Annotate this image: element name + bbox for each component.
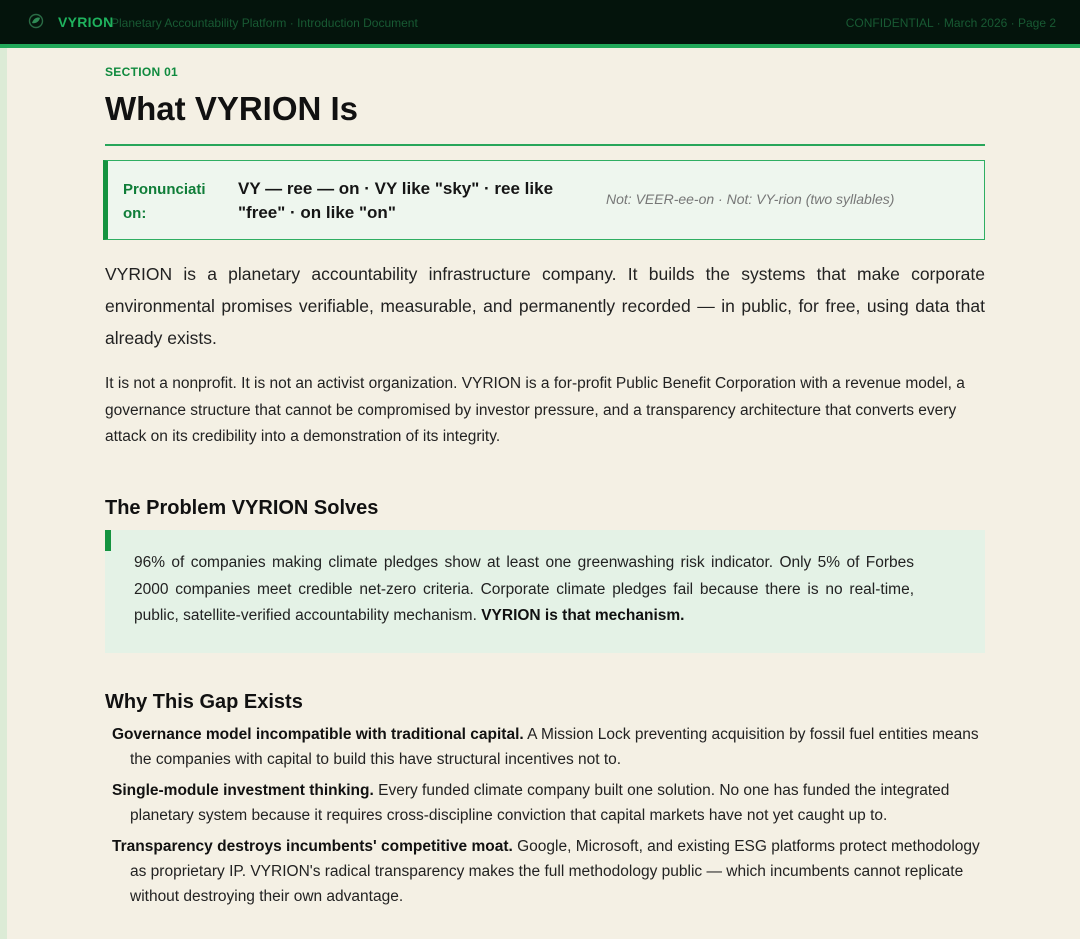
gap-item-text: Google, Microsoft, and existing ESG platforms protect methodology as proprietary IP. VYRION's radical transparency makes the full methodology public — which incumbents cannot replicate without destroying their own advantage.	[130, 838, 980, 905]
header-confidential: CONFIDENTIAL · March 2026 · Page 2	[845, 16, 1056, 30]
callout-marker	[105, 530, 111, 551]
pronunciation-note: Not: VEER-ee-on · Not: VY-rion (two syllables)	[606, 191, 895, 207]
gap-item-lead: Transparency destroys incumbents' competitive moat.	[112, 838, 513, 855]
problem-text	[134, 550, 914, 630]
list-item	[112, 722, 982, 772]
gap-list	[112, 722, 982, 915]
list-item	[112, 778, 982, 828]
gap-item-lead: Single-module investment thinking.	[112, 782, 374, 799]
gap-heading: Why This Gap Exists	[105, 691, 303, 713]
left-margin-strip	[0, 48, 7, 939]
header-subtitle: Planetary Accountability Platform · Introduction Document	[111, 16, 418, 30]
header-divider	[0, 44, 1080, 48]
gap-item-lead: Governance model incompatible with traditional capital.	[112, 726, 524, 743]
intro-paragraph-1: VYRION is a planetary accountability infrastructure company. It builds the systems that make corporate environmental promises verifiable, measurable, and permanently recorded — in public, for free, using data that already exists.	[105, 264, 985, 348]
header-bar	[0, 0, 1080, 44]
pronunciation-text: VY — ree — on · VY like "sky" · ree like "free" · on like "on"	[238, 179, 554, 222]
page-title: What VYRION Is	[105, 90, 359, 127]
problem-heading: The Problem VYRION Solves	[105, 497, 379, 519]
pronunciation-box	[103, 160, 985, 240]
gap-item-text: Every funded climate company built one solution. No one has funded the integrated planetary system because it requires cross-discipline conviction that capital markets have not yet caught up to.	[130, 782, 950, 824]
globe-leaf-icon	[28, 13, 44, 29]
section-label: SECTION 01	[105, 65, 179, 79]
intro-paragraph-2: It is not a nonprofit. It is not an activist organization. VYRION is a for-profit Public Benefit Corporation with a revenue model, a governance structure that cannot be compromised by investor pressure, and a transparency architecture that converts every attack on its credibility into a demonstration of its integrity.	[105, 375, 965, 445]
list-item	[112, 834, 982, 909]
pronunciation-label: Pronunciation:	[123, 181, 206, 222]
problem-body: 96% of companies making climate pledges show at least one greenwashing risk indicator. Only 5% of Forbes 2000 companies meet credible net-zero criteria. Corporate climate pledges fail because there is no real-time, public, satellite-verified accountability mechanism.	[134, 554, 914, 624]
problem-callout	[105, 530, 985, 653]
brand-name: VYRION	[58, 14, 114, 30]
title-divider	[105, 144, 985, 146]
gap-item-text: A Mission Lock preventing acquisition by fossil fuel entities means the companies with capital to build this have structural incentives not to.	[130, 726, 979, 768]
problem-emphasis: VYRION is that mechanism.	[481, 607, 685, 624]
